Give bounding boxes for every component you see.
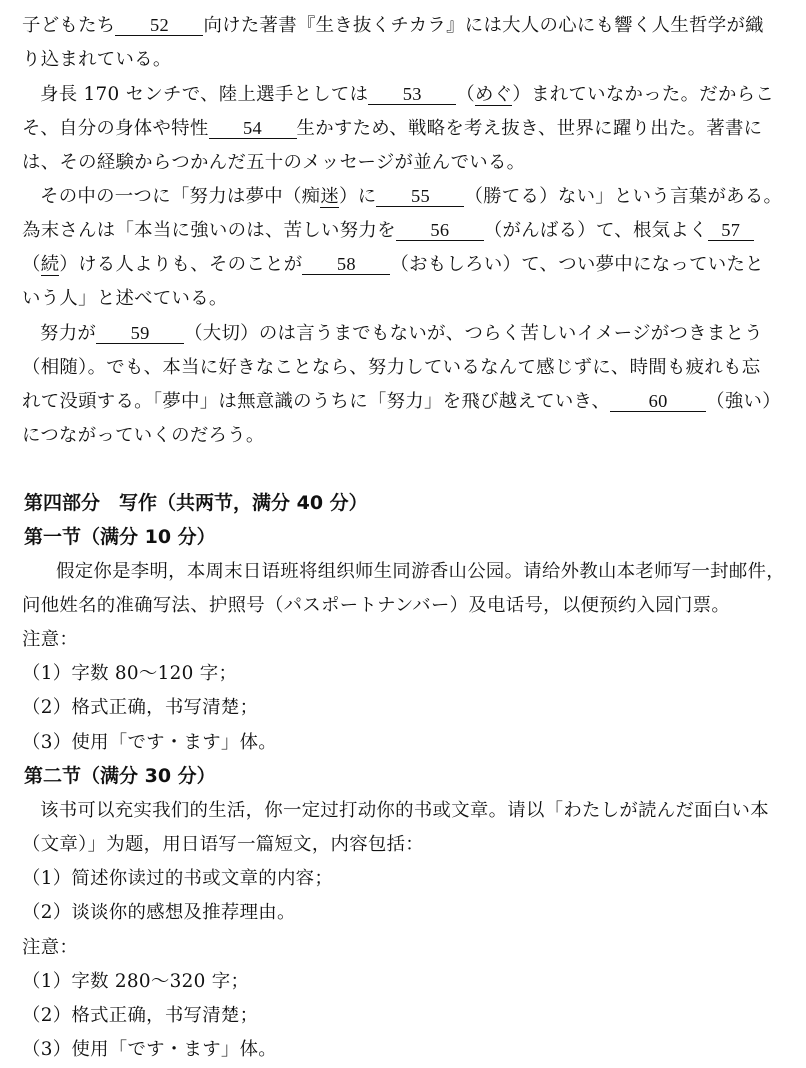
passage-text: （がんばる）て、根気よく bbox=[483, 220, 708, 241]
answer-blank[interactable]: 54 bbox=[209, 118, 297, 139]
passage-line bbox=[22, 253, 764, 277]
task-paragraph: 该书可以充实我们的生活，你一定过打动你的书或文章。请以「わたしが読んだ面白い本 bbox=[40, 800, 769, 821]
passage-line bbox=[22, 390, 781, 414]
answer-blank[interactable]: 59 bbox=[96, 323, 184, 344]
section-title: 第一节（满分 10 分） bbox=[24, 526, 216, 548]
passage-text: （強い） bbox=[706, 391, 781, 412]
underlined-word: めぐ bbox=[475, 84, 513, 105]
underlined-word: 続 bbox=[40, 254, 60, 275]
passage-text: り込まれている。 bbox=[22, 49, 172, 70]
note-item: （1）字数 80～120 字； bbox=[22, 663, 238, 684]
passage-line bbox=[22, 287, 228, 311]
passage-line bbox=[22, 117, 762, 141]
note-item: （1）字数 280～320 字； bbox=[22, 971, 250, 992]
passage-text: は、その経験からつかんだ五十のメッセージが並んでいる。 bbox=[22, 152, 526, 173]
answer-blank[interactable]: 55 bbox=[376, 186, 464, 207]
passage-text: 向けた著書『生き抜くチカラ』には大人の心にも響く人生哲学が織 bbox=[203, 15, 764, 36]
passage-text: （ bbox=[456, 84, 475, 105]
passage-text: 努力が bbox=[40, 323, 97, 344]
content-item: （2）谈谈你的感想及推荐理由。 bbox=[22, 902, 296, 923]
answer-blank[interactable]: 58 bbox=[302, 254, 390, 275]
answer-blank[interactable]: 60 bbox=[610, 391, 706, 412]
note-item: （3）使用「です・ます」体。 bbox=[22, 1039, 277, 1060]
passage-text: 子どもたち bbox=[22, 15, 116, 36]
task-paragraph: （文章）」为题，用日语写一篇短文，内容包括： bbox=[22, 834, 424, 855]
passage-text: （大切）のは言うまでもないが、つらく苦しいイメージがつきまとう bbox=[184, 323, 763, 344]
passage-line bbox=[40, 83, 774, 107]
passage-text: れて没頭する。「夢中」は無意識のうちに「努力」を飛び越えていき、 bbox=[22, 391, 611, 412]
passage-line bbox=[40, 322, 763, 346]
underlined-word: 迷 bbox=[320, 186, 340, 207]
passage-line bbox=[40, 185, 782, 209]
part-title: 第四部分 写作（共两节，满分 40 分） bbox=[24, 492, 368, 514]
answer-blank[interactable]: 56 bbox=[396, 220, 484, 241]
passage-text: につながっていくのだろう。 bbox=[22, 425, 265, 446]
note-label: 注意： bbox=[22, 937, 79, 958]
passage-text: 身長 170 センチで、陸上選手としては bbox=[40, 84, 369, 105]
passage-line bbox=[22, 14, 764, 38]
passage-line bbox=[22, 151, 525, 175]
passage-text: 生かすため、戦略を考え抜き、世界に躍り出た。著書に bbox=[296, 118, 763, 139]
answer-blank[interactable]: 52 bbox=[115, 15, 203, 36]
passage-text: ）まれていなかった。だからこ bbox=[512, 84, 775, 105]
passage-text: （相随）。でも、本当に好きなことなら、努力しているなんて感じずに、時間も疲れも忘 bbox=[22, 357, 761, 378]
note-item: （2）格式正确，书写清楚； bbox=[22, 697, 259, 718]
passage-text: その中の一つに「努力は夢中（痴 bbox=[40, 186, 321, 207]
task-paragraph: 问他姓名的准确写法、护照号（パスポートナンバー）及电话号，以便预约入园门票。 bbox=[22, 595, 731, 616]
passage-line bbox=[22, 48, 172, 72]
passage-line bbox=[22, 424, 265, 448]
passage-text: （おもしろい）て、つい夢中になっていたと bbox=[390, 254, 764, 275]
content-item: （1）简述你读过的书或文章的内容； bbox=[22, 868, 334, 889]
passage-text: いう人」と述べている。 bbox=[22, 288, 228, 309]
passage-text: ）ける人よりも、そのことが bbox=[59, 254, 303, 275]
passage-text: ）に bbox=[339, 186, 377, 207]
passage-text: そ、自分の身体や特性 bbox=[22, 118, 209, 139]
answer-blank[interactable]: 57 bbox=[708, 220, 754, 241]
passage-text: （ bbox=[22, 254, 41, 275]
section-title: 第二节（满分 30 分） bbox=[24, 765, 216, 787]
answer-blank[interactable]: 53 bbox=[368, 84, 456, 105]
passage-line bbox=[22, 219, 754, 243]
task-paragraph: 假定你是李明，本周末日语班将组织师生同游香山公园。请给外教山本老师写一封邮件， bbox=[56, 561, 785, 582]
passage-line bbox=[22, 356, 760, 380]
note-label: 注意： bbox=[22, 629, 79, 650]
passage-text: 為末さんは「本当に強いのは、苦しい努力を bbox=[22, 220, 396, 241]
passage-text: （勝てる）ない」という言葉がある。 bbox=[464, 186, 783, 207]
note-item: （2）格式正确，书写清楚； bbox=[22, 1005, 259, 1026]
note-item: （3）使用「です・ます」体。 bbox=[22, 732, 277, 753]
